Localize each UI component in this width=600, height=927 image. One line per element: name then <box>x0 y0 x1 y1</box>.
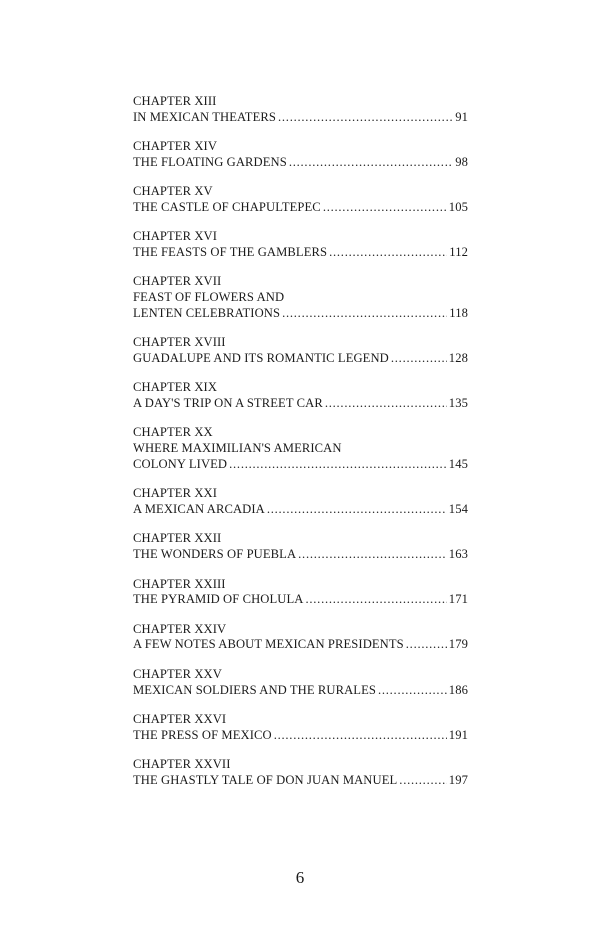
toc-entry <box>133 229 468 261</box>
chapter-title-line: THE PYRAMID OF CHOLULA <box>133 592 304 607</box>
dot-leader <box>289 155 453 171</box>
chapter-title-line: THE FEASTS OF THE GAMBLERS <box>133 245 328 260</box>
chapter-title-line: LENTEN CELEBRATIONS <box>133 305 281 320</box>
table-of-contents <box>133 94 468 802</box>
toc-entry <box>133 425 468 472</box>
chapter-title-line: GUADALUPE AND ITS ROMANTIC LEGEND <box>133 351 389 366</box>
toc-entry <box>133 94 468 126</box>
chapter-label: CHAPTER XX <box>133 425 213 440</box>
chapter-title-line: FEAST OF FLOWERS AND <box>133 290 285 305</box>
chapter-label: CHAPTER XXV <box>133 666 222 681</box>
chapter-page-number: 171 <box>448 592 468 607</box>
chapter-title-row <box>133 592 468 608</box>
chapter-title-row <box>133 306 468 322</box>
chapter-page-number: 135 <box>448 396 468 411</box>
chapter-title-row <box>133 245 468 261</box>
dot-leader <box>329 245 447 261</box>
chapter-page-number: 91 <box>455 109 468 124</box>
chapter-label: CHAPTER XIX <box>133 380 218 395</box>
chapter-page-number: 105 <box>448 199 468 214</box>
chapter-label: CHAPTER XXIV <box>133 621 227 636</box>
chapter-label: CHAPTER XVIII <box>133 335 226 350</box>
chapter-title-line: WHERE MAXIMILIAN'S AMERICAN <box>133 441 342 456</box>
chapter-page-number: 145 <box>448 457 468 472</box>
chapter-label: CHAPTER XIII <box>133 94 217 108</box>
dot-leader <box>378 683 447 699</box>
chapter-label: CHAPTER XIV <box>133 139 218 154</box>
chapter-page-number: 191 <box>448 727 468 742</box>
chapter-title-row <box>133 502 468 518</box>
chapter-page-number: 163 <box>448 547 468 562</box>
chapter-page-number: 118 <box>449 305 468 320</box>
dot-leader <box>229 457 447 473</box>
chapter-page-number: 128 <box>448 351 468 366</box>
toc-entry <box>133 712 468 744</box>
toc-entry <box>133 274 468 321</box>
chapter-title-line: IN MEXICAN THEATERS <box>133 109 276 124</box>
chapter-title-line: A FEW NOTES ABOUT MEXICAN PRESIDENTS <box>133 637 404 652</box>
dot-leader <box>323 200 447 216</box>
toc-entry <box>133 577 468 609</box>
chapter-title-row <box>133 396 468 412</box>
chapter-label: CHAPTER XXVII <box>133 756 231 771</box>
chapter-title-line: THE WONDERS OF PUEBLA <box>133 547 297 562</box>
toc-entry <box>133 622 468 654</box>
dot-leader <box>399 773 447 789</box>
chapter-title-row <box>133 351 468 367</box>
chapter-title-row <box>133 110 468 126</box>
chapter-label: CHAPTER XXII <box>133 531 222 546</box>
chapter-title-line: COLONY LIVED <box>133 457 228 472</box>
chapter-title-line: THE FLOATING GARDENS <box>133 154 287 169</box>
dot-leader <box>282 306 447 322</box>
dot-leader <box>325 396 447 412</box>
chapter-title-line: THE PRESS OF MEXICO <box>133 727 272 742</box>
dot-leader <box>298 547 447 563</box>
chapter-label: CHAPTER XV <box>133 184 213 199</box>
toc-entry <box>133 335 468 367</box>
chapter-page-number: 112 <box>449 245 468 260</box>
chapter-title-row <box>133 773 468 789</box>
chapter-label: CHAPTER XXVI <box>133 711 227 726</box>
chapter-title-row <box>133 637 468 653</box>
chapter-label: CHAPTER XXI <box>133 486 218 501</box>
chapter-title-line: THE GHASTLY TALE OF DON JUAN MANUEL <box>133 772 398 787</box>
dot-leader <box>305 592 446 608</box>
chapter-title-line: THE CASTLE OF CHAPULTEPEC <box>133 199 321 214</box>
chapter-title-row <box>133 457 468 473</box>
chapter-title-line: MEXICAN SOLDIERS AND THE RURALES <box>133 682 376 697</box>
toc-entry <box>133 486 468 518</box>
chapter-page-number: 186 <box>448 682 468 697</box>
dot-leader <box>391 351 447 367</box>
chapter-title-row <box>133 728 468 744</box>
dot-leader <box>406 637 447 653</box>
toc-entry <box>133 184 468 216</box>
chapter-page-number: 98 <box>455 154 468 169</box>
chapter-title-line: A MEXICAN ARCADIA <box>133 502 265 517</box>
chapter-page-number: 197 <box>448 772 468 787</box>
dot-leader <box>267 502 447 518</box>
chapter-title-row <box>133 683 468 699</box>
chapter-title-row <box>133 200 468 216</box>
chapter-label: CHAPTER XXIII <box>133 576 226 591</box>
chapter-title-row <box>133 155 468 171</box>
chapter-label: CHAPTER XVII <box>133 274 222 289</box>
toc-entry <box>133 757 468 789</box>
toc-entry <box>133 380 468 412</box>
chapter-page-number: 154 <box>448 502 468 517</box>
toc-entry <box>133 667 468 699</box>
page-number: 6 <box>295 868 305 887</box>
chapter-title-line: A DAY'S TRIP ON A STREET CAR <box>133 396 323 411</box>
toc-entry <box>133 531 468 563</box>
chapter-page-number: 179 <box>448 637 468 652</box>
dot-leader <box>274 728 447 744</box>
chapter-label: CHAPTER XVI <box>133 229 218 244</box>
toc-entry <box>133 139 468 171</box>
chapter-title-row <box>133 547 468 563</box>
dot-leader <box>278 110 453 126</box>
